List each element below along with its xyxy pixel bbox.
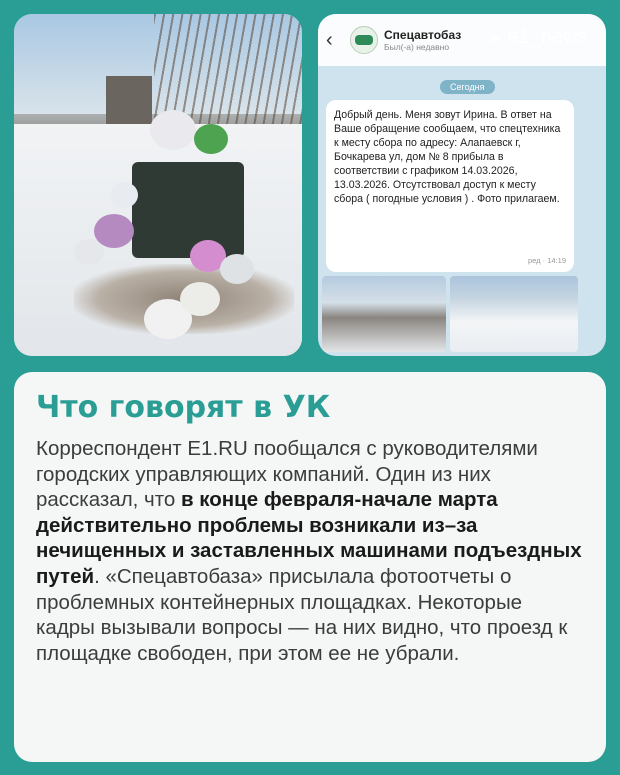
chat-name-block <box>384 28 461 52</box>
trash-bag <box>180 282 220 316</box>
garbage-photo <box>14 14 302 356</box>
chat-screenshot <box>318 14 606 356</box>
article-body <box>36 436 584 666</box>
message-bubble <box>326 100 574 272</box>
trash-bag <box>74 239 104 265</box>
message-meta: ред · 14:19 <box>528 256 566 265</box>
chat-avatar <box>350 26 378 54</box>
garbage-container <box>132 162 244 258</box>
telegram-plane-icon: ➤ <box>488 29 502 47</box>
date-pill: Сегодня <box>440 80 495 94</box>
article-card <box>14 372 606 762</box>
article-heading: Что говорят в УК <box>36 390 331 425</box>
trash-bag <box>150 110 196 150</box>
article-highlight: в конце февраля-начале марта действительно проблемы возникали из–за нечищенных и заставленных машинами подъездных путей <box>36 488 582 588</box>
trash-bag <box>194 124 228 154</box>
attached-photo-road[interactable] <box>322 276 446 352</box>
brand-name: e1_news <box>507 26 588 48</box>
article-intro: Корреспондент E1.RU пообщался с руководителями городских управляющих компаний. Один из них рассказал, что <box>36 437 538 512</box>
trash-bag <box>110 182 138 208</box>
trash-bag <box>220 254 254 284</box>
message-text: Добрый день. Меня зовут Ирина. В ответ на Ваше обращение сообщаем, что спецтехника к месту сбора по адресу: Алапаевск г, Бочкарева ул, дом № 8 прибыла в соответствии с графиком 14.03.2026, 13.03.2026. Отсутствовал доступ к месту сбора ( погодные условия ) . Фото прилагаем. <box>334 109 561 205</box>
chat-status: Был(-а) недавно <box>384 42 450 52</box>
attached-photo-snow-yard[interactable] <box>450 276 578 352</box>
photo-building <box>106 76 152 128</box>
back-arrow-icon[interactable]: ‹ <box>326 28 333 51</box>
chat-title: Спецавтобаз <box>384 28 462 42</box>
article-outro: . «Спецавтобаза» присылала фотоотчеты о проблемных контейнерных площадках. Некоторые кадры вызывали вопросы — на них видно, что проезд к площадке свободен, при этом ее не убрали. <box>36 564 568 665</box>
brand-badge <box>488 26 587 49</box>
